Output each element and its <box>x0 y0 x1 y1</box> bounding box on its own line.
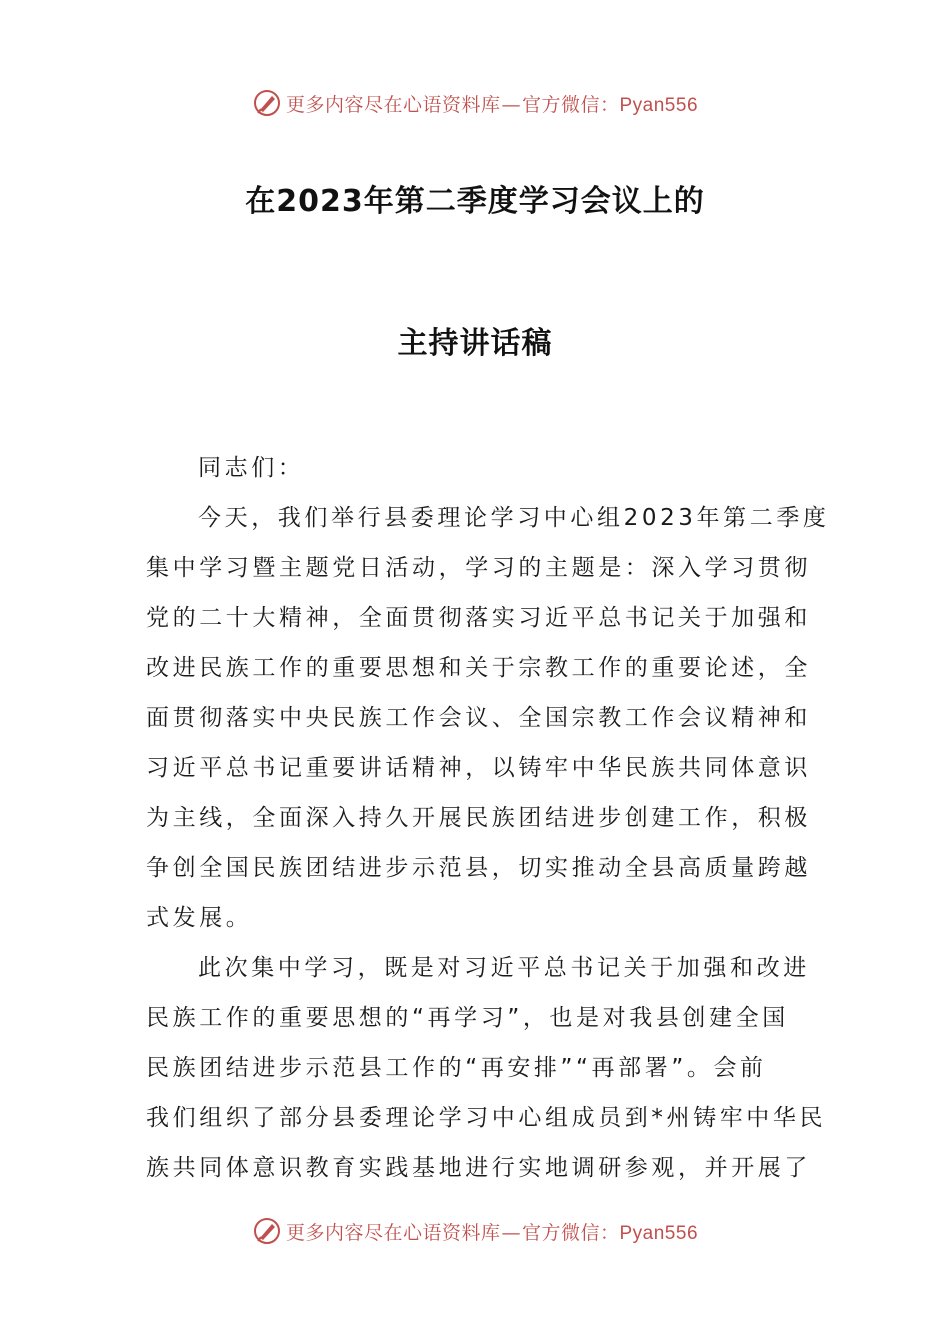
document-title-line-1: 在2023年第二季度学习会议上的 <box>245 184 705 219</box>
paragraph-line: 民族工作的重要思想的“再学习”，也是对我县创建全国 <box>146 1005 789 1031</box>
watermark-brand: 更多内容尽在心语资料库 <box>285 1221 501 1244</box>
paragraph-line: 今天，我们举行县委理论学习中心组2023年第二季度 <box>198 505 830 531</box>
paragraph-line: 此次集中学习，既是对习近平总书记关于加强和改进 <box>198 955 810 981</box>
watermark-wechat-id: Pyan556 <box>619 94 699 116</box>
paragraph-2 <box>146 943 827 1193</box>
paragraph-line: 党的二十大精神，全面贯彻落实习近平总书记关于加强和 <box>146 605 811 631</box>
watermark-label: 官方微信： <box>521 93 620 116</box>
paragraph-line: 我们组织了部分县委理论学习中心组成员到*州铸牢中华民 <box>146 1105 827 1131</box>
paragraph-line: 式发展。 <box>146 905 253 931</box>
watermark-dash: — <box>501 1221 521 1244</box>
header-watermark <box>0 83 950 123</box>
paragraph-line: 争创全国民族团结进步示范县，切实推动全县高质量跨越 <box>146 855 811 881</box>
footer-watermark <box>0 1211 950 1251</box>
quill-pen-logo-icon <box>252 1216 282 1246</box>
paragraph-line: 为主线，全面深入持久开展民族团结进步创建工作，积极 <box>146 805 811 831</box>
watermark-text <box>286 1218 698 1245</box>
paragraph-line: 改进民族工作的重要思想和关于宗教工作的重要论述，全 <box>146 655 811 681</box>
paragraph-line: 民族团结进步示范县工作的“再安排”“再部署”。会前 <box>146 1055 767 1081</box>
paragraph-line: 面贯彻落实中央民族工作会议、全国宗教工作会议精神和 <box>146 705 811 731</box>
watermark-brand: 更多内容尽在心语资料库 <box>285 93 501 116</box>
paragraph-line: 习近平总书记重要讲话精神，以铸牢中华民族共同体意识 <box>146 755 811 781</box>
paragraph-line: 集中学习暨主题党日活动，学习的主题是：深入学习贯彻 <box>146 555 811 581</box>
paragraph-line: 族共同体意识教育实践基地进行实地调研参观，并开展了 <box>146 1155 811 1181</box>
watermark-label: 官方微信： <box>521 1221 620 1244</box>
watermark-dash: — <box>501 93 521 116</box>
watermark-wechat-id: Pyan556 <box>619 1222 699 1244</box>
watermark-text <box>286 90 698 117</box>
document-title-line-2: 主持讲话稿 <box>397 326 553 361</box>
quill-pen-logo-icon <box>252 88 282 118</box>
greeting: 同志们： <box>198 455 305 481</box>
paragraph-1 <box>146 493 830 943</box>
